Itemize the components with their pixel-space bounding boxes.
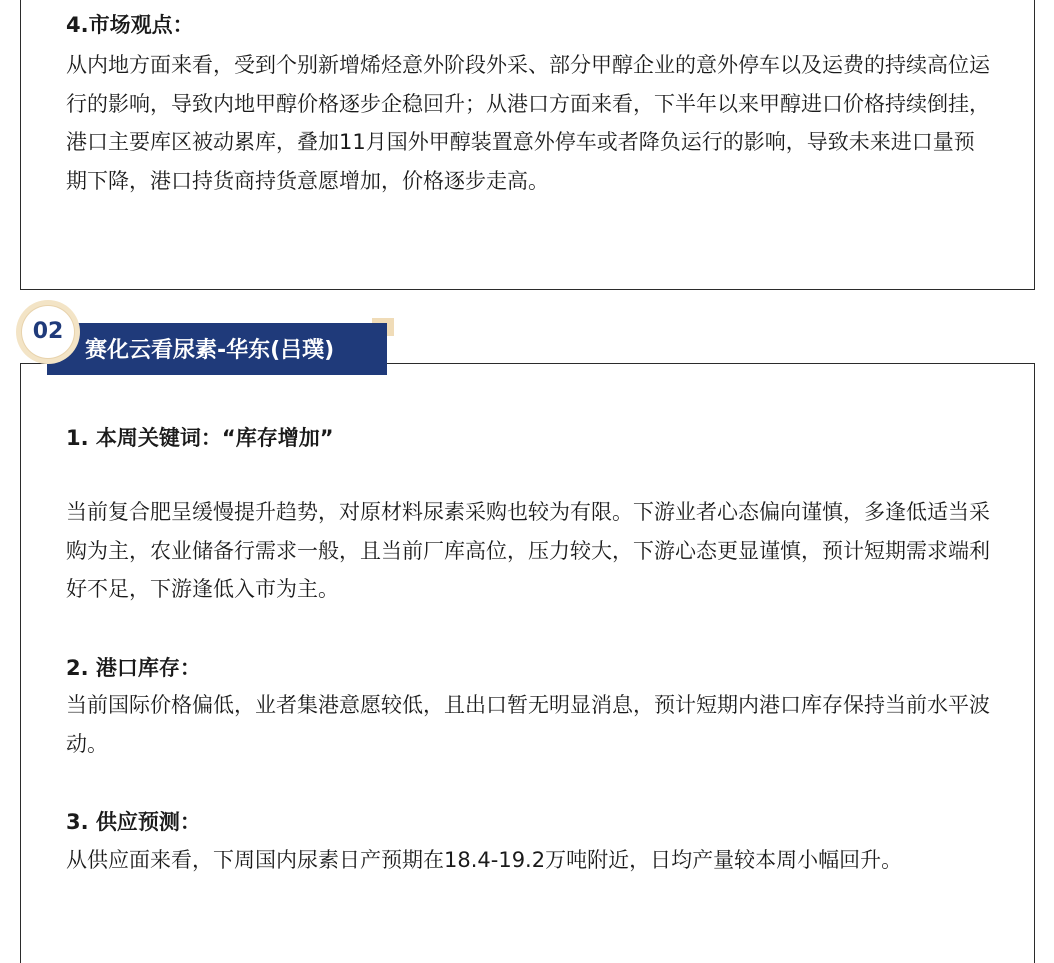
port-inventory-paragraph: 当前国际价格偏低，业者集港意愿较低，且出口暂无明显消息，预计短期内港口库存保持当前水平波动。 [66,693,990,756]
port-inventory-heading: 2. 港口库存： [66,656,201,680]
market-view-paragraph: 从内地方面来看，受到个别新增烯烃意外阶段外采、部分甲醇企业的意外停车以及运费的持续高位运行的影响，导致内地甲醇价格逐步企稳回升；从港口方面来看，下半年以来甲醇进口价格持续倒挂，港口主要库区被动累库，叠加11月国外甲醇装置意外停车或者降负运行的影响，导致未来进口量预期下降，港口持货商持货意愿增加，价格逐步走高。 [66,53,990,193]
supply-forecast-paragraph: 从供应面来看，下周国内尿素日产预期在18.4-19.2万吨附近，日均产量较本周小幅回升。 [66,848,903,872]
keyword-paragraph: 当前复合肥呈缓慢提升趋势，对原材料尿素采购也较为有限。下游业者心态偏向谨慎，多逢低适当采购为主，农业储备行需求一般，且当前厂库高位，压力较大，下游心态更显谨慎，预计短期需求端利好不足，下游逢低入市为主。 [66,500,990,601]
keyword-heading: 1. 本周关键词：“库存增加” [66,426,334,450]
supply-forecast-heading: 3. 供应预测： [66,810,201,834]
market-view-heading: 4.市场观点： [66,13,194,37]
section-title: 赛化云看尿素-华东(吕璞) [85,338,335,363]
section-number: 02 [32,319,64,344]
